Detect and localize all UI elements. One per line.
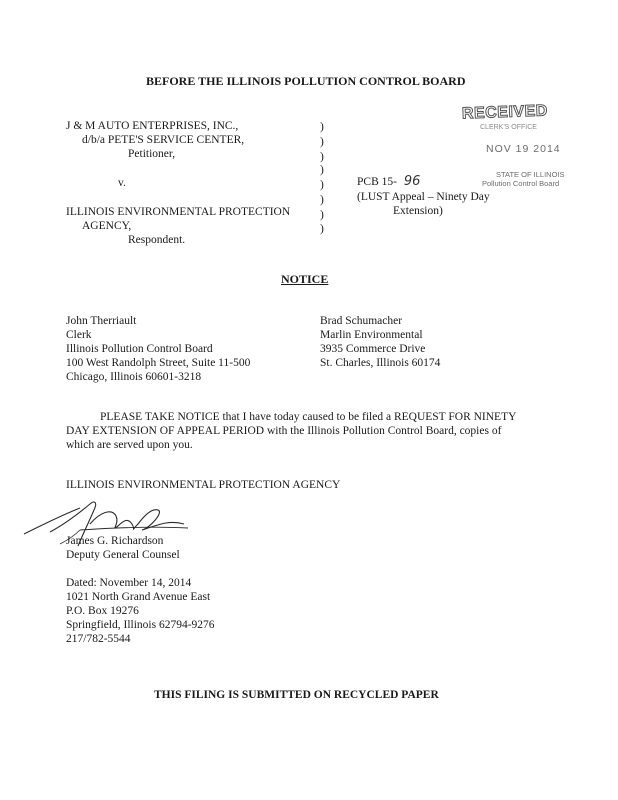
signature-address-street: 1021 North Grand Avenue East: [66, 591, 211, 603]
respondent-name: ILLINOIS ENVIRONMENTAL PROTECTION: [66, 206, 291, 218]
received-stamp-board: Pollution Control Board: [482, 179, 560, 188]
respondent-role: Respondent.: [128, 234, 186, 246]
received-stamp-state: STATE OF ILLINOIS: [496, 170, 565, 179]
recipient-right-city: St. Charles, Illinois 60174: [320, 357, 441, 369]
notice-body-line: which are served upon you.: [66, 439, 193, 451]
petitioner-name: J & M AUTO ENTERPRISES, INC.,: [66, 120, 239, 132]
caption-paren: ): [320, 209, 324, 221]
petitioner-dba: d/b/a PETE'S SERVICE CENTER,: [82, 134, 245, 146]
signatory-title: Deputy General Counsel: [66, 549, 180, 561]
petitioner-role: Petitioner,: [128, 148, 176, 160]
recipient-right-street: 3935 Commerce Drive: [320, 343, 426, 355]
case-number: [357, 175, 420, 190]
versus-label: v.: [118, 177, 126, 189]
recipient-left-name: John Therriault: [66, 315, 137, 327]
caption-paren: ): [320, 194, 324, 206]
caption-paren: ): [320, 223, 324, 235]
caption-paren: ): [320, 136, 324, 148]
notice-body-line: PLEASE TAKE NOTICE that I have today caused to be filed a REQUEST FOR NINETY: [100, 411, 517, 423]
received-stamp-office: CLERK'S OFFICE: [480, 124, 537, 131]
notice-title: NOTICE: [281, 272, 329, 286]
caption-paren: ): [320, 164, 324, 176]
case-type-cont: Extension): [393, 205, 443, 217]
respondent-name-cont: AGENCY,: [82, 220, 132, 232]
recycled-paper-note: THIS FILING IS SUBMITTED ON RECYCLED PAPER: [154, 689, 439, 701]
signature-agency: ILLINOIS ENVIRONMENTAL PROTECTION AGENCY: [66, 479, 341, 491]
signature-address-city: Springfield, Illinois 62794-9276: [66, 619, 215, 631]
case-number-handwritten: 96: [403, 174, 421, 189]
signatory-name: James G. Richardson: [66, 535, 164, 547]
caption-paren: ): [320, 179, 324, 191]
signature-address-pobox: P.O. Box 19276: [66, 605, 139, 617]
signature-dated: Dated: November 14, 2014: [66, 577, 192, 589]
recipient-right-name: Brad Schumacher: [320, 315, 403, 327]
received-stamp-date: NOV 19 2014: [486, 143, 561, 155]
recipient-left-title: Clerk: [66, 329, 92, 341]
case-type: (LUST Appeal – Ninety Day: [357, 191, 490, 203]
document-header: BEFORE THE ILLINOIS POLLUTION CONTROL BOARD: [146, 74, 466, 88]
recipient-left-city: Chicago, Illinois 60601-3218: [66, 371, 202, 383]
recipient-left-street: 100 West Randolph Street, Suite 11-500: [66, 357, 251, 369]
caption-paren: ): [320, 121, 324, 133]
recipient-left-org: Illinois Pollution Control Board: [66, 343, 213, 355]
caption-paren: ): [320, 151, 324, 163]
received-stamp: RECEIVED: [461, 102, 549, 123]
signature-phone: 217/782-5544: [66, 633, 131, 645]
notice-body-line: DAY EXTENSION OF APPEAL PERIOD with the Illinois Pollution Control Board, copies of: [66, 425, 502, 437]
case-number-prefix: PCB 15-: [357, 176, 397, 188]
recipient-right-org: Marlin Environmental: [320, 329, 423, 341]
